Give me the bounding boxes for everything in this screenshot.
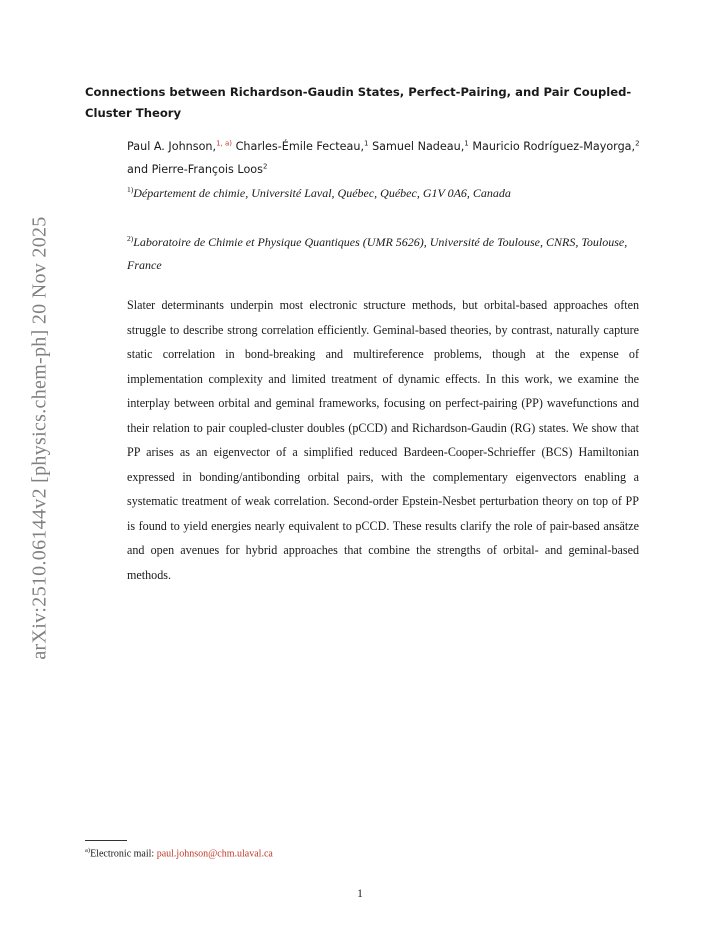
author-name: Paul A. Johnson, [127,140,217,153]
author [472,140,639,153]
author [127,163,267,176]
author-affil-marker[interactable]: 1, a) [216,139,233,148]
email-link[interactable]: paul.johnson@chm.ulaval.ca [156,848,273,860]
author-name: Samuel Nadeau, [372,140,465,153]
affiliation-marker: 1) [127,185,134,194]
footnote-marker: a) [85,847,91,854]
author-name: and Pierre-François Loos [127,163,263,176]
author-affil-marker: 1 [464,139,469,148]
abstract: Slater determinants underpin most electronic structure methods, but orbital-based approaches often struggle to describe strong correlation efficiently. Geminal-based theories, by contrast, naturally capture static correlation in bond-breaking and multireference problems, though at the expense of implementation complexity and limited treatment of dynamic effects. In this work, we examine the interplay between orbital and geminal frameworks, focusing on perfect-pairing (PP) wavefunctions and their relation to pair coupled-cluster doubles (pCCD) and Richardson-Gaudin (RG) states. We show that PP arises as an eigenvector of a simplified reduced Bardeen-Cooper-Schrieffer (BCS) Hamiltonian expressed in bonding/antibonding orbital pairs, with the complementary eigenvectors enabling a systematic treatment of weak correlation. Second-order Epstein-Nesbet perturbation theory on top of PP is found to yield energies nearly equivalent to pCCD. These results clarify the role of pair-based ansätze and open avenues for hybrid approaches that combine the strengths of orbital- and geminal-based methods. [127,298,639,582]
footnote-label: Electronic mail: [90,848,157,860]
affiliation-text: Département de chimie, Université Laval, Québec, Québec, G1V 0A6, Canada [133,186,511,200]
author-affil-marker: 2 [262,162,268,171]
affiliation [127,182,647,205]
author-affil-marker: 1 [364,139,369,148]
author [236,140,373,153]
author-list [127,135,647,181]
author-affil-marker: 2 [635,139,640,148]
footnote-rule [85,840,127,841]
author [127,140,236,153]
author-name: Charles-Émile Fecteau, [235,140,365,153]
arxiv-identifier: arXiv:2510.06144v2 [physics.chem-ph] 20 Nov 2025 [28,216,51,660]
paper-title: Connections between Richardson-Gaudin States, Perfect-Pairing, and Pair Coupled-Cluster Theory [85,85,632,120]
author-name: Mauricio Rodríguez-Mayorga, [472,140,636,153]
affiliation [127,231,647,277]
author [372,140,472,153]
page-number: 1 [357,888,363,900]
footnote [85,847,273,859]
affiliation-marker: 2) [127,234,134,243]
affiliation-text: Laboratoire de Chimie et Physique Quantiques (UMR 5626), Université de Toulouse, CNRS, Toulouse, France [127,235,628,272]
